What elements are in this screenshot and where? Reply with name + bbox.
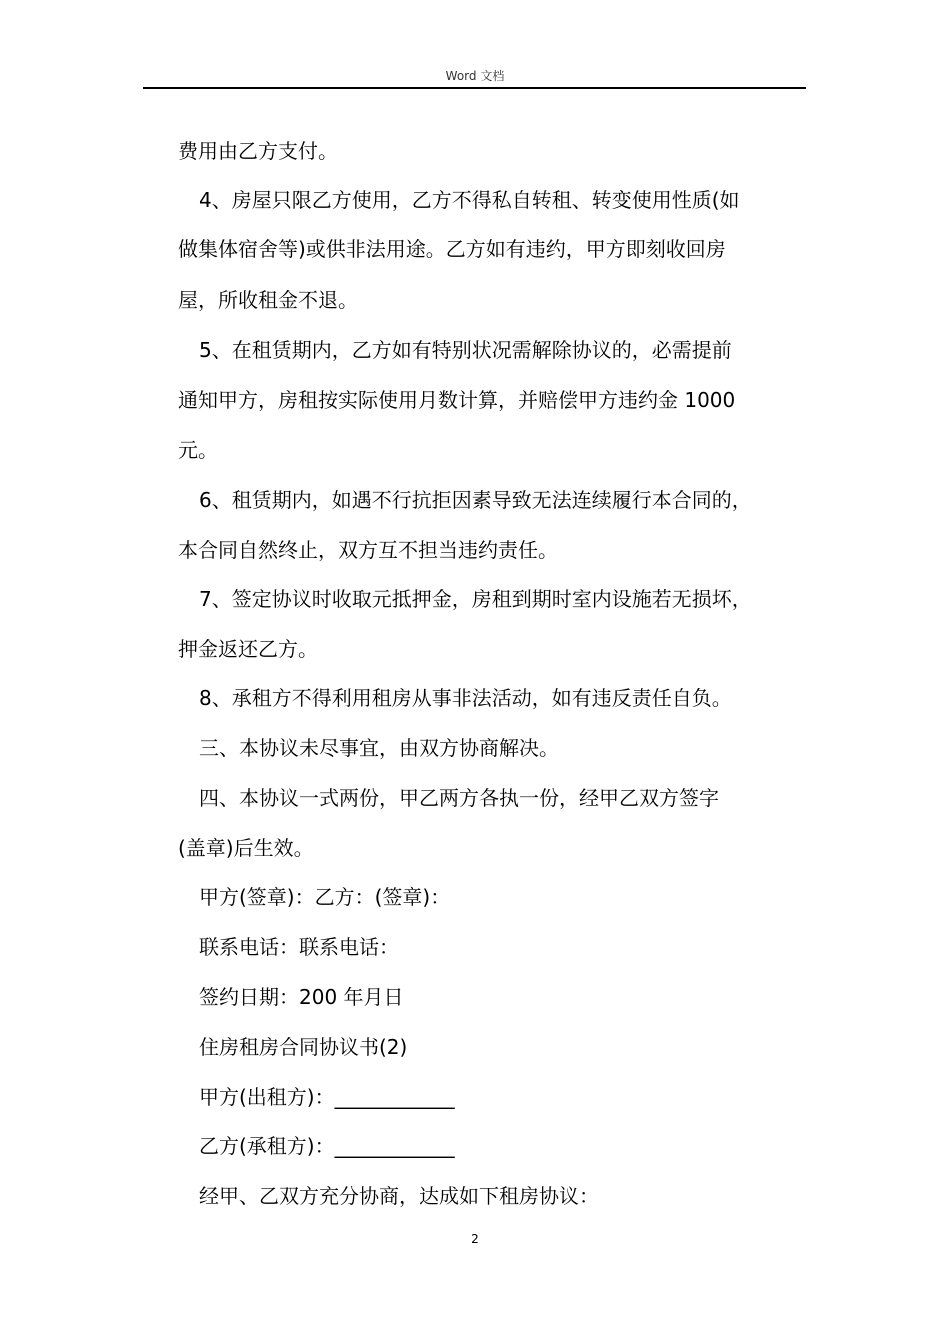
paragraph-line: 8、承租方不得利用租房从事非法活动，如有违反责任自负。 — [199, 686, 732, 710]
signing-date-line: 签约日期：200 年月日 — [199, 985, 404, 1009]
signature-line: 甲方(签章)：乙方：(签章)： — [199, 885, 451, 909]
contact-phone-line: 联系电话：联系电话： — [199, 935, 399, 959]
paragraph-line: 屋，所收租金不退。 — [178, 288, 358, 312]
paragraph-line: 5、在租赁期内，乙方如有特别状况需解除协议的，必需提前 — [199, 338, 732, 362]
paragraph-line: 三、本协议未尽事宜，由双方协商解决。 — [199, 736, 559, 760]
section-title: 住房租房合同协议书(2) — [199, 1035, 408, 1059]
paragraph-line: 经甲、乙双方充分协商，达成如下租房协议： — [199, 1184, 599, 1208]
party-a-line: 甲方(出租方)：____________ — [199, 1085, 455, 1109]
paragraph-line: 费用由乙方支付。 — [178, 139, 338, 163]
page-header: Word 文档 — [445, 69, 505, 83]
paragraph-line: (盖章)后生效。 — [178, 836, 314, 860]
paragraph-line: 通知甲方，房租按实际使用月数计算，并赔偿甲方违约金 1000 — [178, 388, 736, 412]
page-number: 2 — [471, 1232, 479, 1246]
paragraph-line: 4、房屋只限乙方使用，乙方不得私自转租、转变使用性质(如 — [199, 188, 740, 212]
paragraph-line: 6、租赁期内，如遇不行抗拒因素导致无法连续履行本合同的， — [199, 488, 752, 512]
paragraph-line: 四、本协议一式两份，甲乙两方各执一份，经甲乙双方签字 — [199, 786, 719, 810]
party-b-line: 乙方(承租方)：____________ — [199, 1134, 455, 1158]
paragraph-line: 本合同自然终止，双方互不担当违约责任。 — [178, 538, 558, 562]
paragraph-line: 做集体宿舍等)或供非法用途。乙方如有违约，甲方即刻收回房 — [178, 237, 726, 261]
paragraph-line: 押金返还乙方。 — [178, 637, 318, 661]
paragraph-line: 7、签定协议时收取元抵押金，房租到期时室内设施若无损坏， — [199, 587, 752, 611]
paragraph-line: 元。 — [178, 438, 218, 462]
